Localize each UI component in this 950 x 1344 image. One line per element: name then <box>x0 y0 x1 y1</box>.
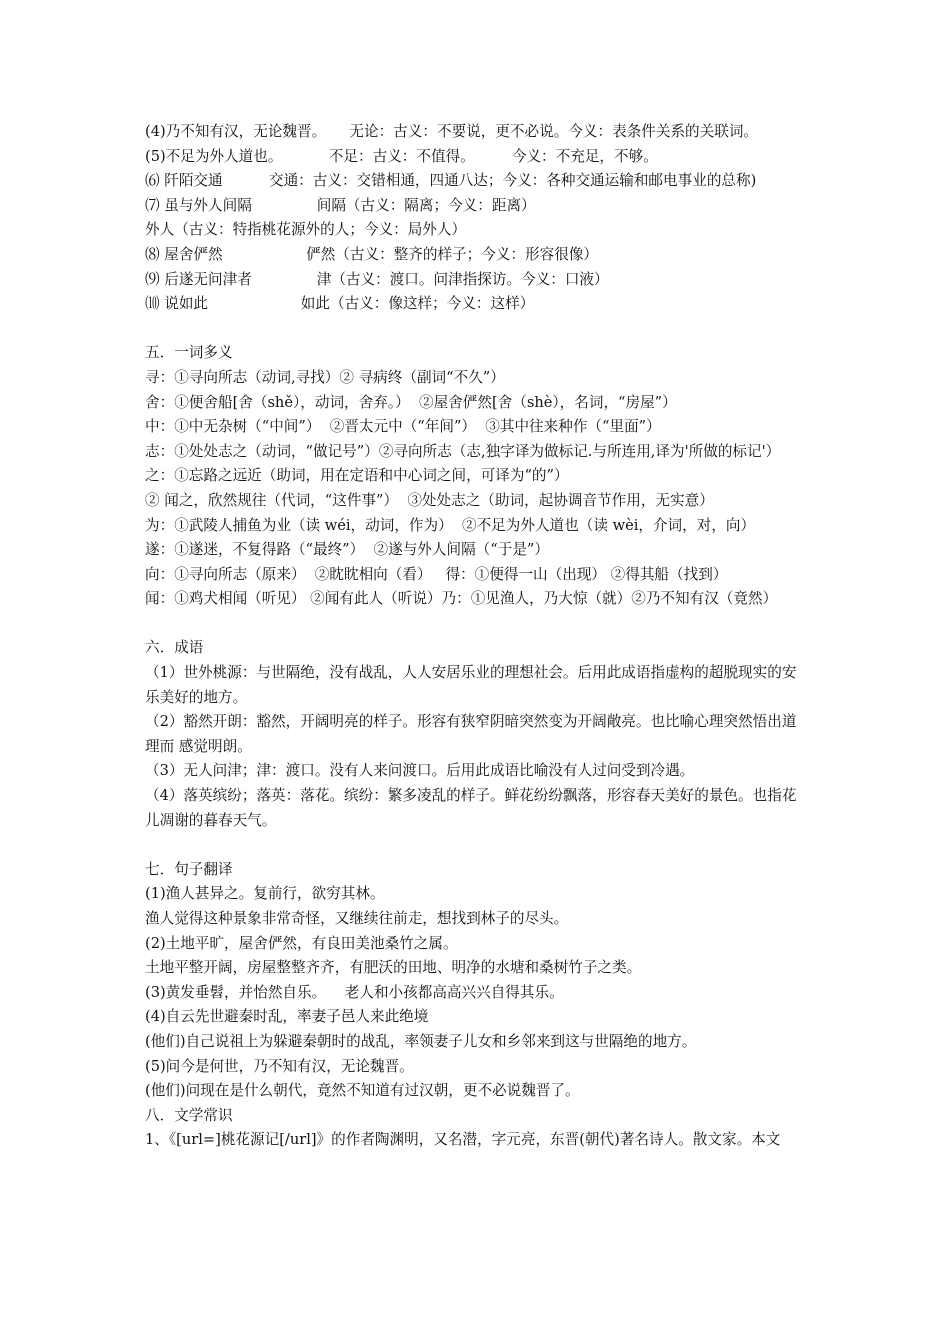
text-line: ⑺ 虽与外人间隔 间隔（古义：隔离；今义：距离） <box>145 196 536 214</box>
text-line: (4)乃不知有汉，无论魏晋。 无论：古义：不要说，更不必说。今义：表条件关系的关联词。 <box>145 123 759 140</box>
section-ancient-modern-meaning <box>145 120 810 317</box>
text-line: 向：①寻向所志（原来） ②眈眈相向（看） 得：①便得一山（出现） ②得其船（找到） <box>145 565 728 583</box>
text-line: (5)问今是何世，乃不知有汉，无论魏晋。 <box>145 1057 414 1075</box>
section-heading: 五．一词多义 <box>145 344 233 362</box>
section-polysemy <box>145 341 810 612</box>
section-heading: 六．成语 <box>145 639 204 657</box>
text-line: 为：①武陵人捕鱼为业（读 wéi，动词，作为） ②不足为外人道也（读 wèi，介词，对，向） <box>145 516 756 534</box>
text-line: 渔人觉得这种景象非常奇怪，又继续往前走，想找到林子的尽头。 <box>145 910 569 927</box>
section-translation <box>145 858 810 1104</box>
text-line: (4)自云先世避秦时乱，率妻子邑人来此绝境 <box>145 1008 429 1026</box>
text-line: ⑽ 说如此 如此（古义：像这样；今义：这样） <box>145 295 535 313</box>
text-line: ② 闻之，欣然规往（代词，“这件事”） ③处处志之（助词，起协调音节作用，无实意） <box>145 491 714 509</box>
text-line: ⑼ 后遂无问津者 津（古义：渡口。问津指探访。今义：口液） <box>145 270 609 288</box>
text-line: （2）豁然开朗：豁然，开阔明亮的样子。形容有狭窄阴暗突然变为开阔敞亮。也比喻心理突然悟出道理而 感觉明朗。 <box>145 713 797 755</box>
text-line: (5)不足为外人道也。 不足：古义：不值得。 今义：不充足，不够。 <box>145 147 658 165</box>
section-heading: 八．文学常识 <box>145 1106 233 1124</box>
section-literature <box>145 1104 810 1153</box>
text-line: (1)渔人甚异之。复前行，欲穷其林。 <box>145 885 385 903</box>
spacer <box>145 833 810 858</box>
text-line: 1、《[url=]桃花源记[/url]》的作者陶渊明，又名潜，字元亮，东晋(朝代)著名诗人。散文家。本文 <box>145 1131 781 1149</box>
text-line: 遂：①遂迷，不复得路（“最终”） ②遂与外人间隔（“于是”） <box>145 541 549 559</box>
text-line: 中：①中无杂树（“中间”） ②晋太元中（“年间”） ③其中往来种作（“里面”） <box>145 418 661 436</box>
text-line: 舍：①便舍船[舍（shě），动词，舍弃。） ②屋舍俨然[舍（shè），名词，“房屋”） <box>145 393 677 411</box>
text-line: (他们)问现在是什么朝代，竟然不知道有过汉朝，更不必说魏晋了。 <box>145 1082 580 1100</box>
text-line: （3）无人问津；津：渡口。没有人来问渡口。后用此成语比喻没有人过问受到冷遇。 <box>145 762 695 780</box>
text-line: 土地平整开阔，房屋整整齐齐，有肥沃的田地、明净的水塘和桑树竹子之类。 <box>145 959 642 977</box>
text-line: 外人（古义：特指桃花源外的人；今义：局外人） <box>145 221 467 239</box>
text-line: (3)黄发垂髫，并怡然自乐。 老人和小孩都高高兴兴自得其乐。 <box>145 983 564 1001</box>
text-line: 之：①忘路之远近（助词，用在定语和中心词之间，可译为“的”） <box>145 467 569 485</box>
spacer <box>145 317 810 342</box>
text-line: ⑹ 阡陌交通 交通：古义：交错相通，四通八达；今义：各种交通运输和邮电事业的总称) <box>145 172 757 190</box>
text-line: 寻：①寻向所志（动词,寻找）② 寻病终（副词“不久”） <box>145 368 505 386</box>
text-line: (他们)自己说祖上为躲避秦朝时的战乱，率领妻子儿女和乡邻来到这与世隔绝的地方。 <box>145 1032 697 1050</box>
text-line: 志：①处处志之（动词，“做记号”）②寻向所志（志,独字译为做标记.与所连用,译为'所做的标记'） <box>145 442 781 460</box>
spacer <box>145 612 810 637</box>
text-line: （1）世外桃源：与世隔绝，没有战乱，人人安居乐业的理想社会。后用此成语指虚构的超脱现实的安乐美好的地方。 <box>145 664 797 706</box>
section-heading: 七．句子翻译 <box>145 860 233 878</box>
text-line: ⑻ 屋舍俨然 俨然（古义：整齐的样子；今义：形容很像） <box>145 245 598 263</box>
document-page <box>145 120 810 1153</box>
text-line: 闻：①鸡犬相闻（听见） ②闻有此人（听说）乃：①见渔人，乃大惊（就）②乃不知有汉（竟然） <box>145 590 778 608</box>
section-idioms <box>145 636 810 833</box>
text-line: （4）落英缤纷；落英：落花。缤纷：繁多凌乱的样子。鲜花纷纷飘落，形容春天美好的景色。也指花儿凋谢的暮春天气。 <box>145 787 797 829</box>
text-line: (2)土地平旷，屋舍俨然，有良田美池桑竹之属。 <box>145 934 458 952</box>
